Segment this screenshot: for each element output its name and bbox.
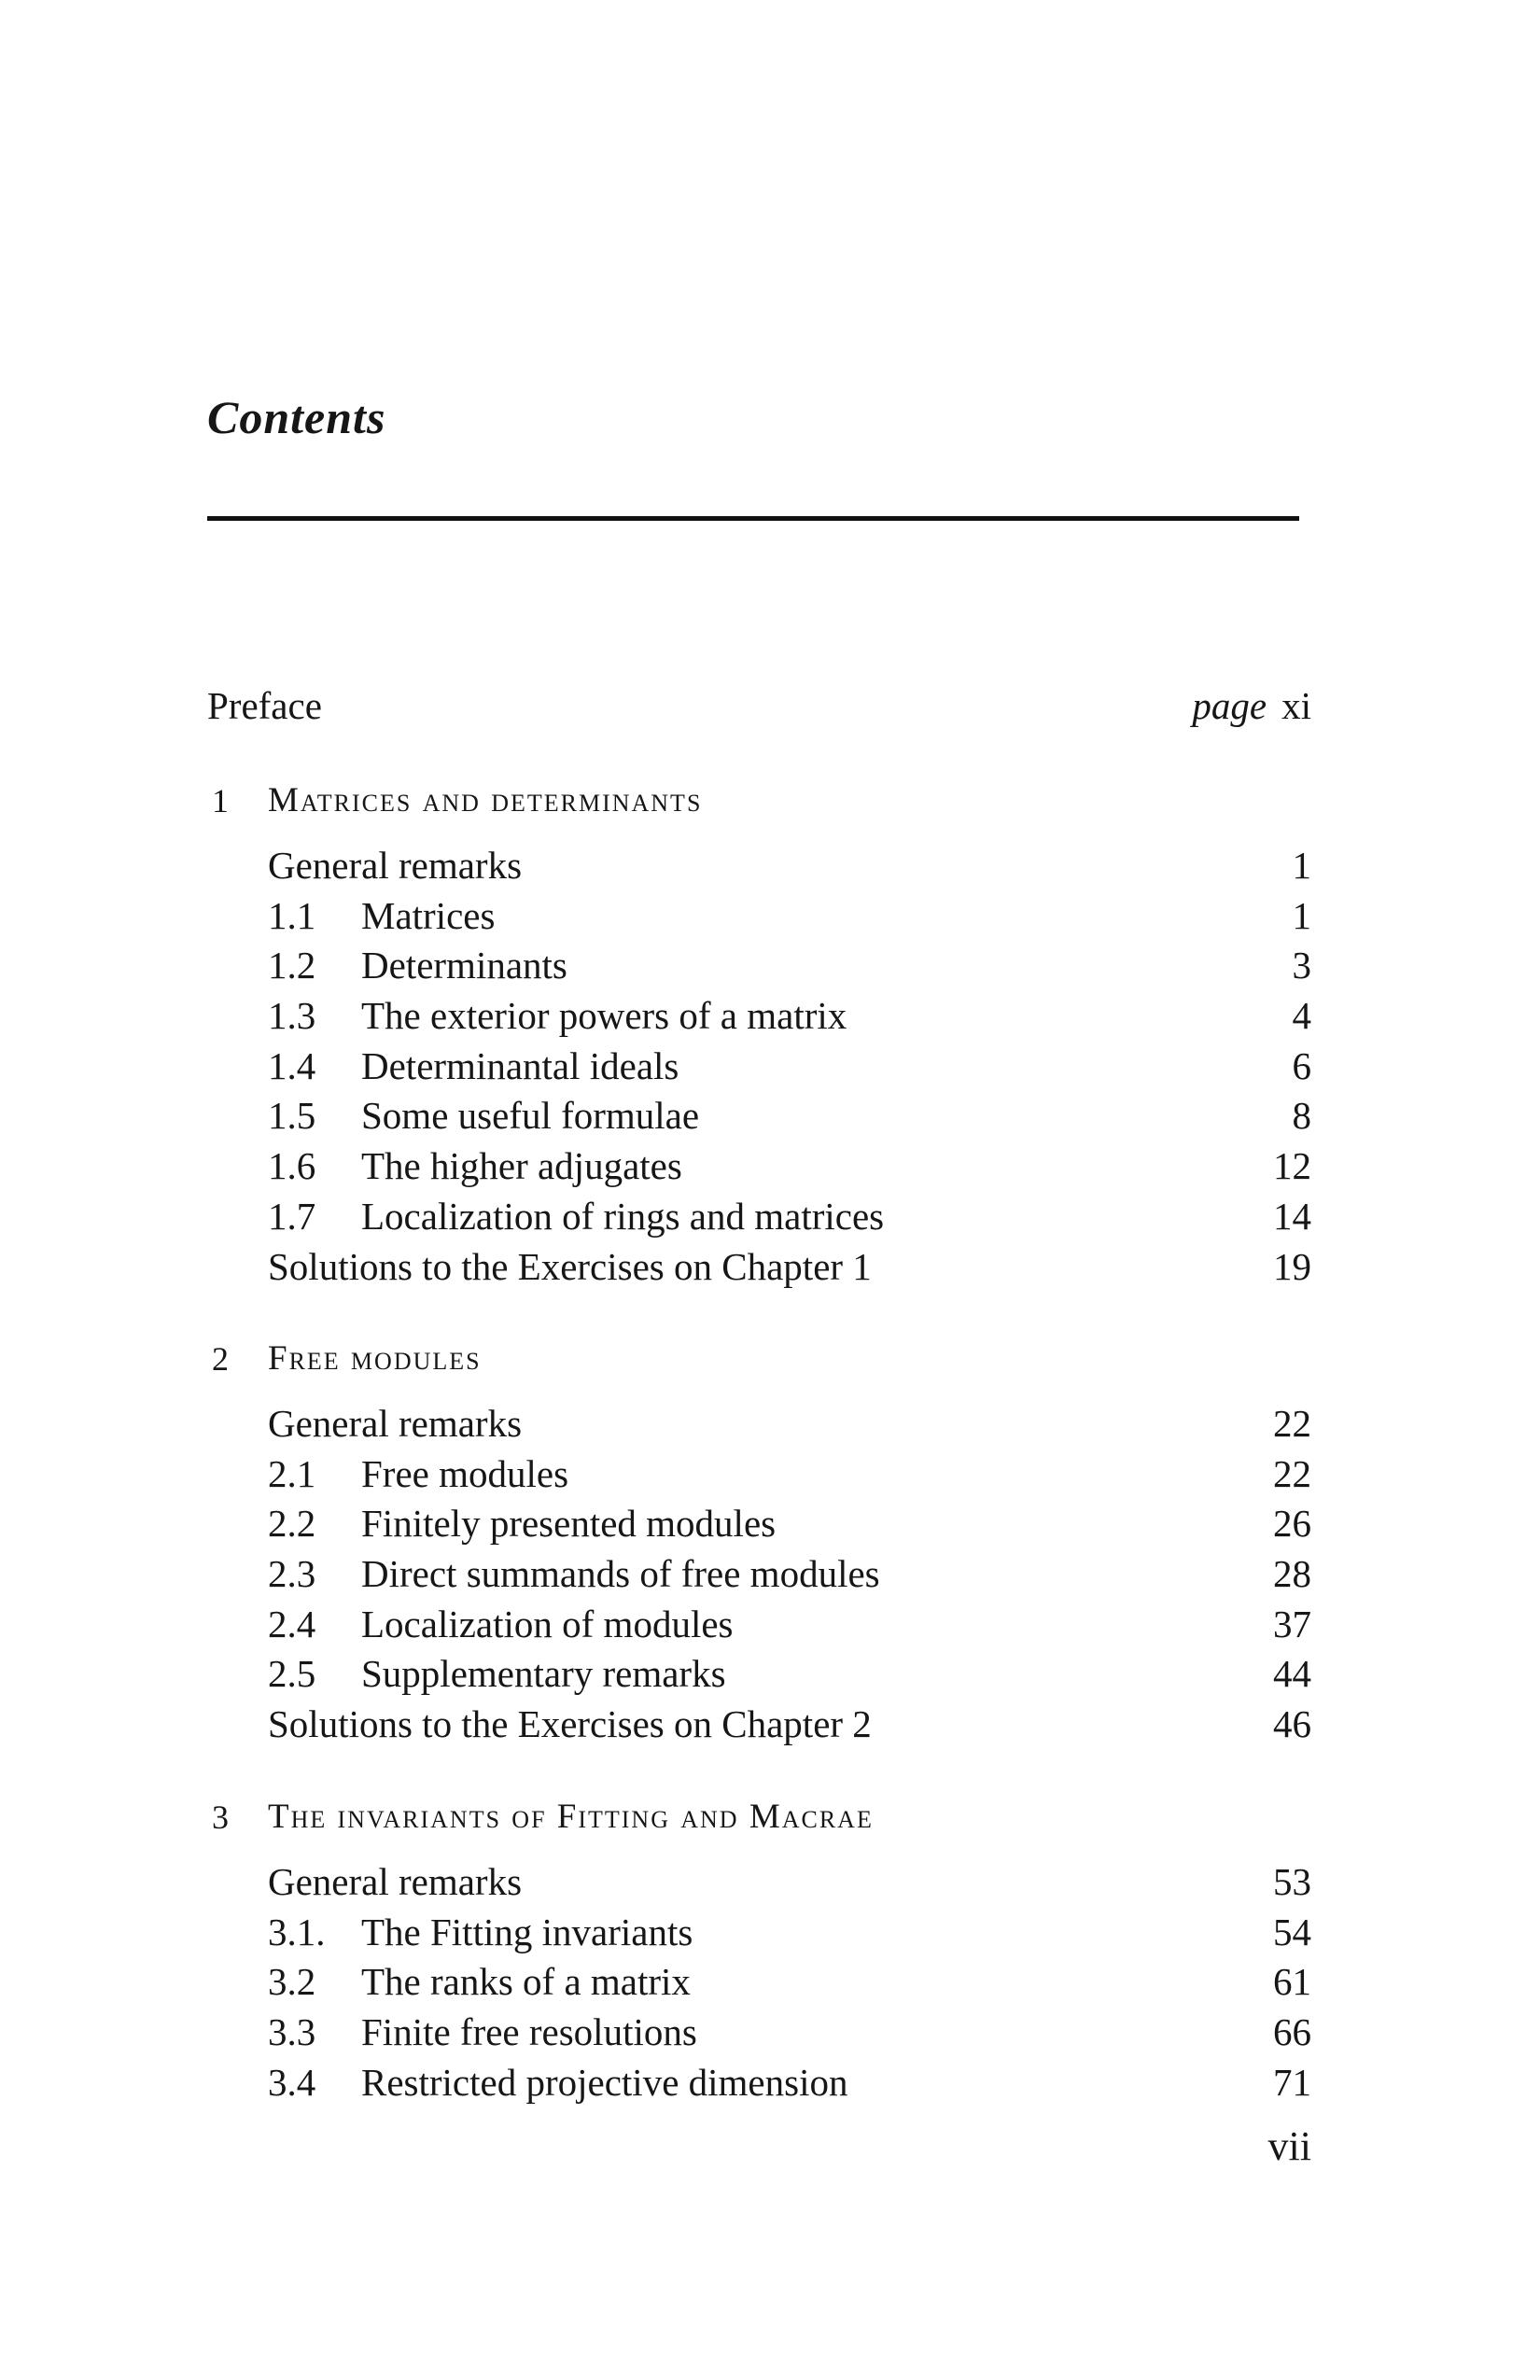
entry-title: Determinants [361, 944, 567, 987]
entry-number: 1.3 [268, 994, 316, 1038]
toc-entry [268, 1649, 1311, 1700]
toc-entry [268, 1449, 1311, 1500]
entry-number: 1.7 [268, 1194, 316, 1238]
entry-number: 2.3 [268, 1552, 316, 1596]
entry-page: 22 [1273, 1402, 1311, 1445]
chapter-entries [268, 841, 1311, 1292]
entry-title: General remarks [268, 1402, 523, 1445]
toc-entry [268, 1549, 1311, 1600]
entry-number: 3.1. [268, 1910, 326, 1953]
toc-entry [268, 1957, 1311, 2008]
entry-page: 12 [1273, 1144, 1311, 1188]
toc-entry [268, 1242, 1311, 1293]
toc-entry [268, 1499, 1311, 1549]
entry-title: Direct summands of free modules [361, 1552, 880, 1596]
entry-page: 22 [1273, 1451, 1311, 1495]
entry-page: 4 [1292, 994, 1311, 1038]
entry-page: 44 [1273, 1652, 1311, 1696]
toc-entry [268, 891, 1311, 942]
chapter-title: The invariants of Fitting and Macrae [268, 1798, 874, 1836]
toc-entry [268, 2058, 1311, 2108]
entry-page: 1 [1292, 844, 1311, 887]
toc-entry [268, 991, 1311, 1042]
preface-page-number: xi [1281, 684, 1311, 727]
toc-entry [268, 1700, 1311, 1750]
entry-title: The higher adjugates [361, 1144, 682, 1188]
chapter-entries [268, 1857, 1311, 2107]
entry-page: 37 [1273, 1602, 1311, 1645]
toc-entry [268, 1399, 1311, 1449]
entry-number: 1.5 [268, 1094, 316, 1138]
entry-title: Finitely presented modules [361, 1502, 777, 1546]
entry-number: 1.6 [268, 1144, 316, 1188]
chapter-title: Matrices and determinants [268, 781, 703, 819]
toc-entry [268, 1857, 1311, 1908]
entry-page: 3 [1292, 944, 1311, 987]
entry-title: The exterior powers of a matrix [361, 994, 847, 1038]
toc-entry [268, 1141, 1311, 1192]
entry-number: 3.2 [268, 1960, 316, 2004]
entry-title: General remarks [268, 844, 523, 887]
chapter-title: Free modules [268, 1339, 482, 1378]
folio-page-number: vii [1267, 2123, 1311, 2169]
entry-number: 2.5 [268, 1652, 316, 1696]
toc-entry [268, 1192, 1311, 1242]
entry-title: Restricted projective dimension [361, 2060, 848, 2104]
toc-entry [268, 841, 1311, 891]
chapter-number: 2 [212, 1340, 229, 1378]
entry-title: Matrices [361, 893, 496, 937]
toc-entry [268, 1091, 1311, 1141]
page-word: page [1192, 684, 1267, 727]
entry-title: The ranks of a matrix [361, 1960, 691, 2004]
toc-entry [268, 1908, 1311, 1958]
entry-title: Localization of modules [361, 1602, 734, 1645]
entry-page: 26 [1273, 1502, 1311, 1546]
preface-page-ref [1192, 682, 1311, 729]
entry-page: 14 [1273, 1194, 1311, 1238]
chapter-number: 1 [212, 782, 229, 819]
entry-number: 3.4 [268, 2060, 316, 2104]
page-title: Contents [207, 391, 386, 443]
entry-page: 19 [1273, 1244, 1311, 1288]
entry-number: 2.1 [268, 1451, 316, 1495]
entry-title: General remarks [268, 1860, 523, 1903]
entry-page: 71 [1273, 2060, 1311, 2104]
entry-title: Supplementary remarks [361, 1652, 726, 1696]
entry-number: 1.1 [268, 893, 316, 937]
chapter-entries [268, 1399, 1311, 1750]
entry-title: Determinantal ideals [361, 1043, 679, 1087]
entry-title: Solutions to the Exercises on Chapter 2 [268, 1702, 872, 1746]
entry-title: Localization of rings and matrices [361, 1194, 885, 1238]
entry-page: 8 [1292, 1094, 1311, 1138]
entry-page: 54 [1273, 1910, 1311, 1953]
toc-entry [268, 941, 1311, 991]
entry-title: Free modules [361, 1451, 569, 1495]
entry-page: 46 [1273, 1702, 1311, 1746]
title-rule [207, 516, 1299, 521]
entry-page: 28 [1273, 1552, 1311, 1596]
toc-entry [268, 1600, 1311, 1650]
toc-entry [268, 1042, 1311, 1092]
entry-page: 1 [1292, 893, 1311, 937]
entry-number: 2.2 [268, 1502, 316, 1546]
entry-number: 2.4 [268, 1602, 316, 1645]
entry-title: Finite free resolutions [361, 2010, 697, 2054]
entry-title: Solutions to the Exercises on Chapter 1 [268, 1244, 872, 1288]
chapter-number: 3 [212, 1799, 229, 1836]
entry-number: 1.2 [268, 944, 316, 987]
entry-number: 3.3 [268, 2010, 316, 2054]
entry-page: 6 [1292, 1043, 1311, 1087]
entry-page: 66 [1273, 2010, 1311, 2054]
entry-page: 53 [1273, 1860, 1311, 1903]
toc-entry [268, 2008, 1311, 2058]
entry-page: 61 [1273, 1960, 1311, 2004]
entry-title: The Fitting invariants [361, 1910, 693, 1953]
preface-label: Preface [207, 684, 322, 727]
entry-title: Some useful formulae [361, 1094, 700, 1138]
entry-number: 1.4 [268, 1043, 316, 1087]
